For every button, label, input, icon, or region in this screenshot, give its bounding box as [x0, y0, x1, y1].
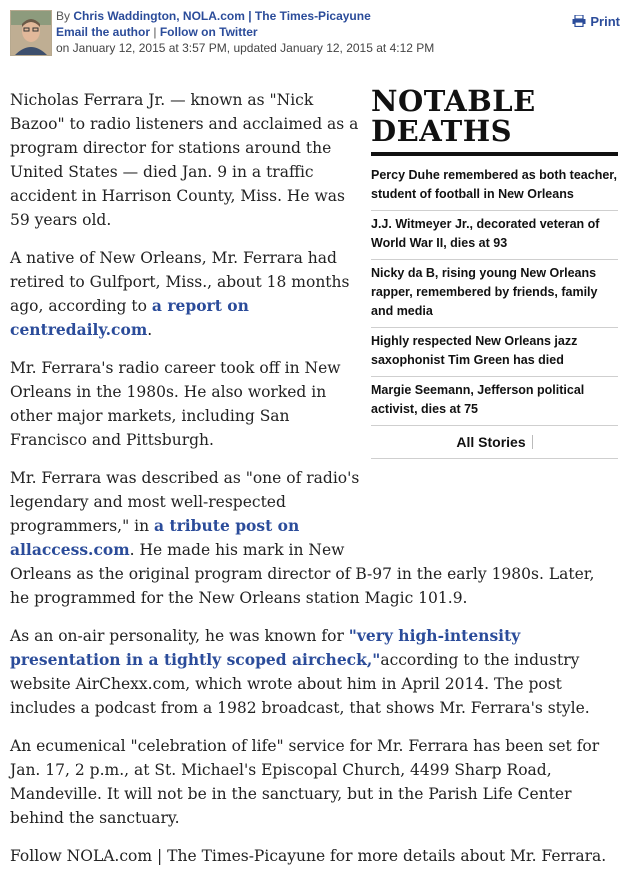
paragraph-3: Mr. Ferrara's radio career took off in New Orleans in the 1980s. He also worked in other major markets, including San Francisco and Pittsburgh.: [10, 359, 341, 449]
paragraph-1: Nicholas Ferrara Jr. — known as "Nick Bazoo" to radio listeners and acclaimed as a program director for stations around the United States — died Jan. 9 in a traffic accident in Harrison County, Miss. He was 59 years old.: [10, 91, 359, 229]
notable-deaths-sidebar: [371, 86, 618, 459]
paragraph-4: [10, 466, 618, 610]
sidebar-story-link[interactable]: Highly respected New Orleans jazz saxophonist Tim Green has died: [371, 328, 618, 377]
printer-icon: [572, 15, 586, 27]
print-button[interactable]: [572, 14, 620, 29]
byline-separator: |: [153, 25, 157, 39]
paragraph-4-text: Mr. Ferrara was described as "one of radio's legendary and most well-respected programmers," in: [10, 469, 360, 535]
sidebar-heading-line1: NOTABLE: [371, 84, 536, 118]
sidebar-story-link[interactable]: Margie Seemann, Jefferson political activist, dies at 75: [371, 377, 618, 426]
sidebar-story-link[interactable]: J.J. Witmeyer Jr., decorated veteran of World War II, dies at 93: [371, 211, 618, 260]
email-author-link[interactable]: Email the author: [56, 25, 151, 39]
sidebar-heading: [371, 86, 618, 156]
paragraph-5-end: according to the industry website AirChexx.com, which wrote about him in April 2014. The post includes a podcast from a 1982 broadcast, that shows Mr. Ferrara's style.: [10, 651, 590, 717]
all-stories-divider: [532, 435, 533, 449]
paragraph-2-end: .: [147, 321, 153, 339]
author-link[interactable]: Chris Waddington, NOLA.com | The Times-Picayune: [73, 9, 371, 23]
allaccess-link[interactable]: a tribute post on allaccess.com: [10, 516, 300, 559]
sidebar-story-link[interactable]: Percy Duhe remembered as both teacher, student of football in New Orleans: [371, 162, 618, 211]
paragraph-5: [10, 624, 618, 720]
sidebar-heading-line2: DEATHS: [371, 114, 513, 148]
sidebar-story-link[interactable]: Nicky da B, rising young New Orleans rapper, remembered by friends, family and media: [371, 260, 618, 328]
all-stories-button[interactable]: [371, 426, 618, 459]
paragraph-5-text: As an on-air personality, he was known for: [10, 627, 349, 645]
author-avatar[interactable]: [10, 10, 52, 56]
byline-prefix: By: [56, 9, 71, 23]
follow-twitter-link[interactable]: Follow on Twitter: [159, 25, 258, 39]
aircheck-link[interactable]: "very high-intensity presentation in a tightly scoped aircheck,": [10, 626, 521, 669]
paragraph-4-mid: . He made his mark in New: [129, 541, 345, 559]
print-label: Print: [590, 14, 620, 29]
byline-text: [56, 8, 434, 56]
paragraph-2: [10, 246, 360, 342]
paragraph-7: Follow NOLA.com | The Times-Picayune for more details about Mr. Ferrara.: [10, 847, 607, 865]
byline: [10, 8, 620, 68]
centredaily-link[interactable]: a report on centredaily.com: [10, 296, 249, 339]
publish-date: on January 12, 2015 at 3:57 PM, updated January 12, 2015 at 4:12 PM: [56, 41, 435, 55]
paragraph-2-text: A native of New Orleans, Mr. Ferrara had retired to Gulfport, Miss., about 18 months ago, according to: [10, 249, 350, 315]
paragraph-6: An ecumenical "celebration of life" service for Mr. Ferrara has been set for Jan. 17, 2 p.m., at St. Michael's Episcopal Church, 4499 Sharp Road, Mandeville. It will not be in the sanctuary, but in the Parish Life Center behind the sanctuary.: [10, 737, 600, 827]
all-stories-label: All Stories: [456, 434, 526, 450]
paragraph-4-end: Orleans as the original program director of B-97 in the early 1980s. Later, he programmed for the New Orleans station Magic 101.9.: [10, 565, 595, 607]
